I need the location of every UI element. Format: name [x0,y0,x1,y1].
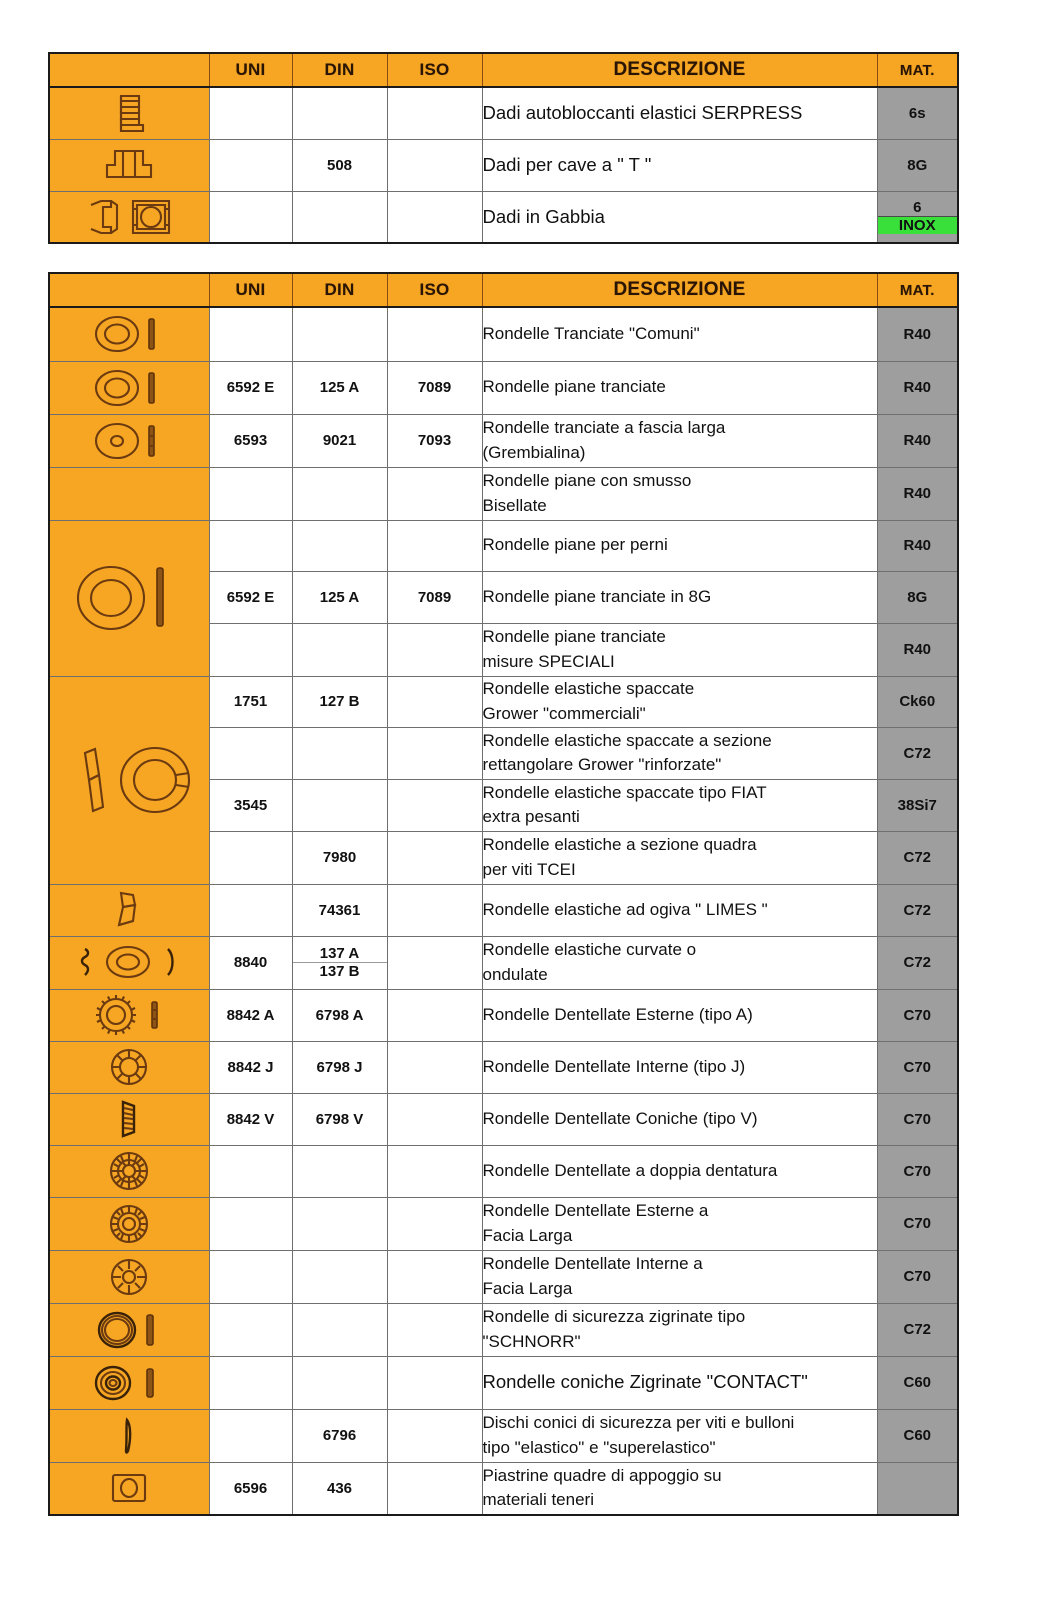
cell-din: 6798 V [292,1093,387,1145]
cell-din [292,520,387,571]
serrated-flange-nut-icon [49,87,209,139]
desc-line-1: Rondelle Tranciate "Comuni" [482,324,700,344]
table-row [49,1145,958,1197]
cell-din [292,779,387,831]
desc-line-1: Rondelle Dentellate Interne (tipo J) [482,1056,746,1076]
wide-flat-washer-glyph [87,419,171,463]
split-spring-washer-icon [49,676,209,884]
cell-din: 74361 [292,884,387,936]
cell-mat: R40 [877,361,958,414]
t-slot-nut-glyph [101,145,157,185]
cell-descrizione [482,936,877,989]
cell-din: 125 A [292,571,387,623]
cell-mat: 8G [877,571,958,623]
ogive-spring-washer-glyph [107,887,151,933]
cell-mat: R40 [877,623,958,676]
cell-iso [387,727,482,779]
desc-line-1: Rondelle piane per perni [482,535,668,555]
cell-uni: 3545 [209,779,292,831]
mat-value: 6 [878,199,958,216]
cell-descrizione [482,1356,877,1409]
cell-uni [209,1409,292,1462]
desc-line-2: Facia Larga [482,1278,573,1298]
cell-din [292,87,387,139]
flat-washer-glyph [87,312,171,356]
table-row [49,1250,958,1303]
cell-uni [209,520,292,571]
external-tooth-washer-glyph [86,993,172,1037]
cell-uni [209,623,292,676]
cell-uni [209,87,292,139]
washers-table-wrapper [48,272,959,1516]
mat-inox-badge: INOX [878,216,958,234]
cell-iso [387,307,482,361]
desc-line-1: Rondelle elastiche ad ogiva " LIMES " [482,899,768,919]
cell-din: 9021 [292,414,387,467]
flat-washer-glyph [87,366,171,410]
cell-uni [209,1303,292,1356]
cell-descrizione [482,191,877,243]
nuts-table [48,52,959,244]
flat-washer-icon [49,361,209,414]
cage-nut-glyph [81,195,177,239]
cell-din [292,1145,387,1197]
desc-line-1: Rondelle piane tranciate in 8G [482,586,712,606]
cell-uni [209,1356,292,1409]
cell-uni [209,831,292,884]
desc-line-1: Piastrine quadre di appoggio su [482,1466,722,1486]
conical-tooth-washer-icon [49,1093,209,1145]
table-row [49,676,958,727]
cell-uni [209,307,292,361]
desc-line-2: extra pesanti [482,807,580,826]
curved-wave-washer-glyph [70,941,188,985]
cell-iso [387,623,482,676]
table-row [49,87,958,139]
schnorr-washer-glyph [91,1307,167,1353]
cell-mat: C60 [877,1409,958,1462]
desc-line-1: Rondelle tranciate a fascia larga [482,418,726,438]
cell-mat: 8G [877,139,958,191]
flat-washer-icon [49,307,209,361]
desc-line-2: Bisellate [482,495,547,515]
cell-mat: C72 [877,884,958,936]
cell-iso: 7089 [387,571,482,623]
wide-flat-washer-icon [49,414,209,467]
conical-tooth-washer-glyph [112,1096,146,1142]
square-plate-icon [49,1462,209,1515]
cell-descrizione [482,1462,877,1515]
header-mat: MAT. [877,53,958,87]
cell-iso [387,1303,482,1356]
desc-line-1: Rondelle coniche Zigrinate "CONTACT" [482,1371,808,1393]
cell-iso [387,1093,482,1145]
cell-mat: 38Si7 [877,779,958,831]
double-tooth-washer-icon [49,1145,209,1197]
cell-descrizione [482,831,877,884]
cell-mat: C60 [877,1356,958,1409]
large-flat-washer-icon [49,520,209,676]
header-din: DIN [292,273,387,307]
serrated-flange-nut-glyph [109,91,149,135]
cell-din [292,1303,387,1356]
desc-line-2: rettangolare Grower "rinforzate" [482,755,722,774]
cell-uni [209,1197,292,1250]
cell-iso [387,936,482,989]
desc-line-2: misure SPECIALI [482,651,615,671]
cell-iso [387,1145,482,1197]
cell-uni: 6592 E [209,361,292,414]
cell-din: 127 B [292,676,387,727]
desc-line-1: Rondelle elastiche curvate o [482,940,697,960]
cell-mat: Ck60 [877,676,958,727]
cell-din: 436 [292,1462,387,1515]
header-icon-col [49,273,209,307]
double-tooth-washer-glyph [102,1148,156,1194]
table-row [49,1303,958,1356]
cell-mat: C70 [877,1145,958,1197]
cell-mat: R40 [877,414,958,467]
cell-din-split [292,936,387,989]
cage-nut-icon [49,191,209,243]
cell-iso: 7093 [387,414,482,467]
cell-iso [387,191,482,243]
cell-iso [387,1356,482,1409]
washers-table [48,272,959,1516]
cell-descrizione [482,1093,877,1145]
cell-uni: 6593 [209,414,292,467]
internal-tooth-wide-washer-icon [49,1250,209,1303]
nuts-table-header-row [49,53,958,87]
cell-din [292,1197,387,1250]
cell-descrizione [482,307,877,361]
large-flat-washer-glyph [69,554,189,642]
cell-iso [387,467,482,520]
cell-iso: 7089 [387,361,482,414]
table-row [49,884,958,936]
desc-line-1: Rondelle Dentellate Coniche (tipo V) [482,1108,758,1128]
cell-din: 7980 [292,831,387,884]
external-tooth-washer-icon [49,989,209,1041]
cell-iso [387,520,482,571]
cell-mat: C72 [877,831,958,884]
desc-line-2: Facia Larga [482,1225,573,1245]
cell-din [292,307,387,361]
desc-line-2: per viti TCEI [482,859,576,879]
conical-disc-icon [49,1409,209,1462]
split-spring-washer-glyph [59,725,199,835]
table-row [49,989,958,1041]
contact-conical-washer-icon [49,1356,209,1409]
cell-descrizione [482,779,877,831]
internal-tooth-washer-glyph [102,1044,156,1090]
cell-descrizione [482,414,877,467]
schnorr-washer-icon [49,1303,209,1356]
curved-wave-washer-icon [49,936,209,989]
cell-iso [387,989,482,1041]
cell-mat: C72 [877,727,958,779]
cell-mat: C70 [877,1250,958,1303]
desc-line-1: Rondelle di sicurezza zigrinate tipo [482,1307,746,1327]
desc-line-2: materiali teneri [482,1490,594,1510]
cell-iso [387,1250,482,1303]
cell-din [292,191,387,243]
table-row [49,1197,958,1250]
desc-line-1: Dischi conici di sicurezza per viti e bulloni [482,1413,795,1433]
cell-iso [387,139,482,191]
cell-uni: 8842 J [209,1041,292,1093]
cell-iso [387,884,482,936]
cell-din: 6798 A [292,989,387,1041]
ogive-spring-washer-icon [49,884,209,936]
header-descrizione: DESCRIZIONE [482,53,877,87]
cell-din [292,1250,387,1303]
cell-iso [387,676,482,727]
desc-line-1: Rondelle piane tranciate [482,627,666,647]
cell-iso [387,1041,482,1093]
table-row [49,139,958,191]
cell-din: 6798 J [292,1041,387,1093]
desc-line-1: Rondelle Dentellate Interne a [482,1254,703,1274]
internal-tooth-washer-icon [49,1041,209,1093]
table-row [49,1093,958,1145]
table-row [49,191,958,243]
desc-line-2: (Grembialina) [482,442,586,462]
cell-descrizione [482,1303,877,1356]
cell-uni [209,467,292,520]
cell-mat: R40 [877,307,958,361]
desc-line-1: Dadi autobloccanti elastici SERPRESS [482,102,803,124]
cell-descrizione [482,1145,877,1197]
cell-uni: 8842 A [209,989,292,1041]
desc-line-2: ondulate [482,964,548,984]
cell-mat: C72 [877,1303,958,1356]
desc-line-1: Rondelle elastiche spaccate a sezione [482,730,772,750]
cell-iso [387,831,482,884]
cell-mat: C70 [877,1093,958,1145]
table-row [49,1356,958,1409]
t-slot-nut-icon [49,139,209,191]
cell-uni [209,1145,292,1197]
cell-iso [387,779,482,831]
cell-descrizione [482,623,877,676]
cell-descrizione [482,1041,877,1093]
table-row [49,414,958,467]
cell-descrizione [482,361,877,414]
cell-iso [387,87,482,139]
din-value-b: 137 B [319,963,360,980]
cell-uni: 6592 E [209,571,292,623]
table-row [49,936,958,989]
cell-descrizione [482,571,877,623]
cell-descrizione [482,139,877,191]
cell-uni: 1751 [209,676,292,727]
washers-table-header-row [49,273,958,307]
cell-din [292,623,387,676]
cell-uni [209,727,292,779]
blank-icon [49,467,209,520]
desc-line-1: Rondelle Dentellate Esterne a [482,1201,709,1221]
desc-line-2: "SCHNORR" [482,1331,581,1351]
cell-uni: 8842 V [209,1093,292,1145]
cell-mat [877,191,958,243]
header-mat: MAT. [877,273,958,307]
nuts-table-wrapper [48,52,959,244]
desc-line-1: Rondelle piane con smusso [482,471,692,491]
cell-descrizione [482,520,877,571]
cell-din [292,467,387,520]
desc-line-1: Rondelle elastiche a sezione quadra [482,835,757,855]
cell-uni [209,884,292,936]
cell-mat: C70 [877,1041,958,1093]
table-row [49,1409,958,1462]
table-row [49,361,958,414]
desc-line-1: Dadi in Gabbia [482,205,605,227]
header-din: DIN [292,53,387,87]
cell-mat: C70 [877,1197,958,1250]
cell-descrizione [482,1197,877,1250]
cell-descrizione [482,884,877,936]
cell-descrizione [482,727,877,779]
table-row [49,520,958,571]
header-iso: ISO [387,53,482,87]
cell-din [292,727,387,779]
external-tooth-wide-washer-icon [49,1197,209,1250]
table-row [49,1041,958,1093]
cell-din: 508 [292,139,387,191]
cell-descrizione [482,1409,877,1462]
header-descrizione: DESCRIZIONE [482,273,877,307]
header-uni: UNI [209,273,292,307]
cell-descrizione [482,1250,877,1303]
external-tooth-wide-washer-glyph [102,1201,156,1247]
header-icon-col [49,53,209,87]
cell-mat [877,1462,958,1515]
desc-line-1: Rondelle Dentellate a doppia dentatura [482,1160,778,1180]
cell-mat: 6s [877,87,958,139]
din-value-a: 137 A [293,945,387,963]
desc-line-1: Rondelle elastiche spaccate [482,679,695,699]
cell-mat: R40 [877,467,958,520]
cell-descrizione [482,87,877,139]
table-row [49,307,958,361]
cell-uni [209,191,292,243]
desc-line-2: tipo "elastico" e "superelastico" [482,1437,716,1457]
cell-din [292,1356,387,1409]
cell-mat: R40 [877,520,958,571]
desc-line-2: Grower "commerciali" [482,703,646,723]
cell-iso [387,1462,482,1515]
cell-iso [387,1409,482,1462]
cell-din: 125 A [292,361,387,414]
header-uni: UNI [209,53,292,87]
contact-conical-washer-glyph [89,1360,169,1406]
desc-line-1: Rondelle elastiche spaccate tipo FIAT [482,782,767,802]
cell-descrizione [482,676,877,727]
cell-mat: C70 [877,989,958,1041]
cell-din: 6796 [292,1409,387,1462]
internal-tooth-wide-washer-glyph [102,1254,156,1300]
cell-descrizione [482,989,877,1041]
cell-iso [387,1197,482,1250]
table-row [49,1462,958,1515]
cell-uni: 6596 [209,1462,292,1515]
cell-uni [209,139,292,191]
conical-disc-glyph [114,1413,144,1459]
cell-descrizione [482,467,877,520]
desc-line-1: Rondelle piane tranciate [482,377,666,397]
cell-uni [209,1250,292,1303]
header-iso: ISO [387,273,482,307]
square-plate-glyph [99,1466,159,1510]
cell-uni: 8840 [209,936,292,989]
table-row [49,467,958,520]
desc-line-1: Dadi per cave a " T " [482,153,652,175]
cell-mat: C72 [877,936,958,989]
desc-line-1: Rondelle Dentellate Esterne (tipo A) [482,1004,753,1024]
